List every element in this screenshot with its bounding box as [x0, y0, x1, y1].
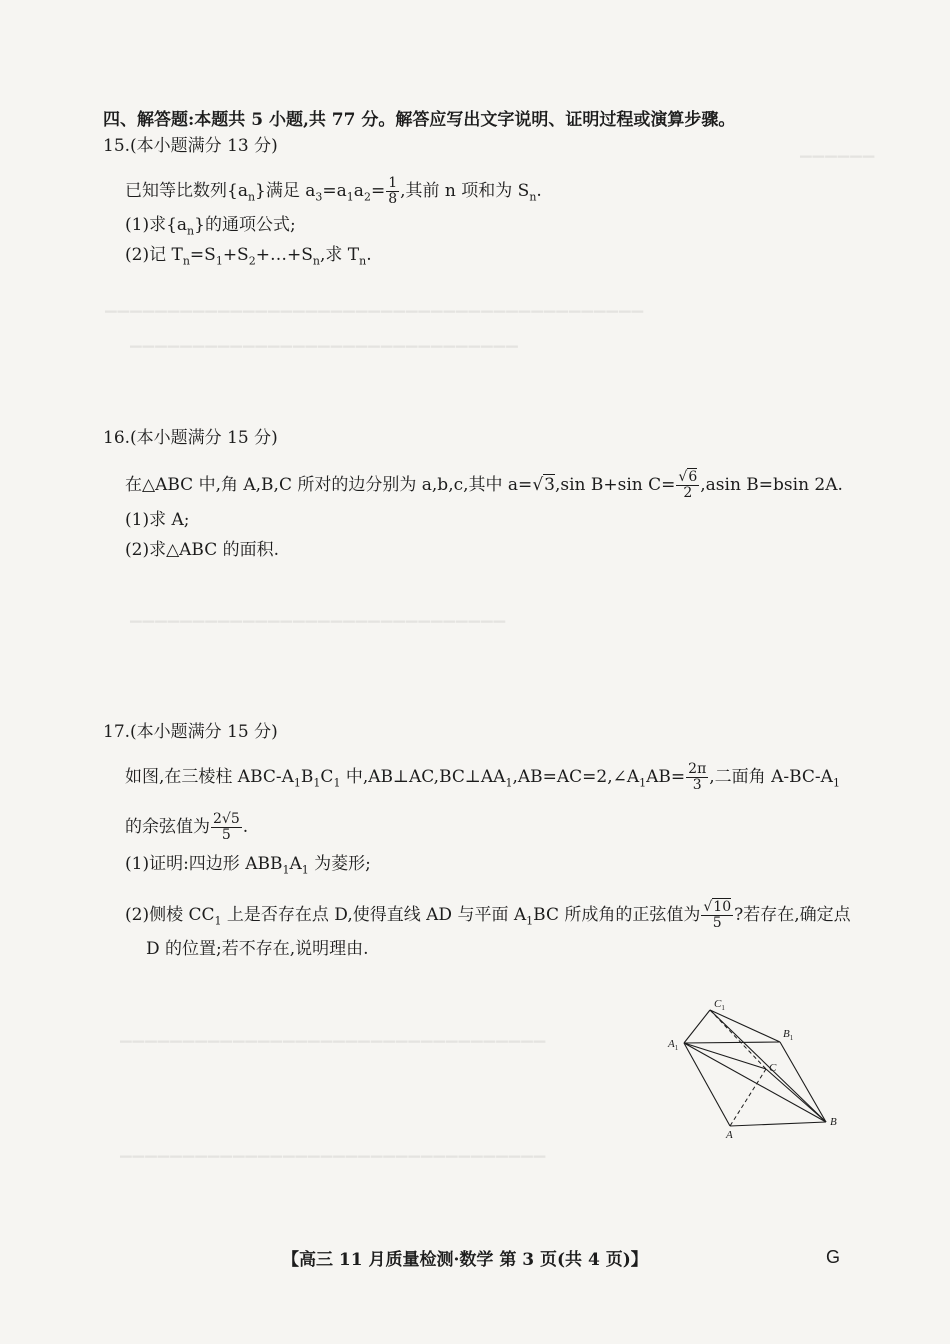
bleed-through-text: ▁▁▁▁▁▁▁▁▁▁▁▁▁▁▁▁▁▁▁▁▁▁▁▁▁▁▁▁▁▁▁▁▁▁▁▁▁▁▁▁▁▁▁ [105, 295, 645, 313]
bleed-through-text: ▁▁▁▁▁▁▁▁▁▁▁▁▁▁▁▁▁▁▁▁▁▁▁▁▁▁▁▁▁▁▁▁▁▁ [120, 1140, 547, 1158]
q15-part2: (2)记 $T_n=S_1+S_2+\dots+S_n$,求 $T_n$. [125, 245, 372, 268]
bleed-through-text: ▁▁▁▁▁▁▁▁▁▁▁▁▁▁▁▁▁▁▁▁▁▁▁▁▁▁▁▁▁▁ [130, 605, 507, 623]
q15-stem: 已知等比数列$\{a_n\}$满足 $a_3=a_1a_2=$ $\frac{1}{8}$ ,其前 n 项和为 $S_n$. [125, 175, 542, 207]
q15-heading: 15.(本小题满分 13 分) [103, 136, 278, 156]
label-a: A [726, 1129, 733, 1140]
fraction: $\frac{√10}{5}$ [703, 899, 732, 931]
edge-c1-a1 [684, 1010, 710, 1043]
bleed-through-text: ▁▁▁▁▁▁ [800, 140, 876, 158]
bleed-through-text: ▁▁▁▁▁▁▁▁▁▁▁▁▁▁▁▁▁▁▁▁▁▁▁▁▁▁▁▁▁▁▁▁▁▁ [120, 1025, 547, 1043]
bleed-through-text: ▁▁▁▁▁▁▁▁▁▁▁▁▁▁▁▁▁▁▁▁▁▁▁▁▁▁▁▁▁▁▁ [130, 330, 519, 348]
q16-part2: (2)求△ABC 的面积. [125, 540, 280, 560]
q17-part1: (1)证明:四边形 $ABB_1A_1$ 为菱形; [125, 854, 371, 877]
fraction: $\frac{√6}{2}$ [678, 469, 698, 501]
edge-b1-b [780, 1042, 826, 1122]
q16-stem: 在△ABC 中,角 A,B,C 所对的边分别为 a,b,c,其中 a=√3,sin B+sin C= $\frac{√6}{2}$ ,asin B=bsin 2A. [125, 469, 843, 501]
edge-c1-b [710, 1010, 826, 1122]
prism-figure [660, 995, 850, 1140]
q17-heading: 17.(本小题满分 15 分) [103, 722, 278, 742]
edge-c-b [766, 1069, 826, 1122]
q17-part2-line2: D 的位置;若不存在,说明理由. [146, 939, 369, 959]
page-footer: 【高三 11 月质量检测·数学 第 3 页(共 4 页)】 [282, 1250, 648, 1270]
label-c: C [769, 1062, 777, 1074]
q17-part2-line1: (2)侧棱 $CC_1$ 上是否存在点 D,使得直线 AD 与平面 $A_1BC$ 所成角的正弦值为 $\frac{√10}{5}$ ?若存在,确定点 [125, 899, 851, 931]
section-title: 四、解答题:本题共 5 小题,共 77 分。解答应写出文字说明、证明过程或演算步骤。 [103, 110, 736, 130]
q17-stem-line1: 如图,在三棱柱 ABC-$A_1B_1C_1$ 中$,AB\perp AC,BC\perp AA_1,AB=AC=2,\angle A_1AB=$ $\frac{2\pi}{3}$ ,二面角 $A-BC-A_1$ [125, 761, 840, 793]
edge-c1-b1 [710, 1010, 780, 1042]
fraction: $\frac{2\pi}{3}$ [688, 761, 707, 793]
q15-part1: (1)求$\{a_n\}$的通项公式; [125, 215, 296, 238]
version-mark: G [826, 1247, 841, 1267]
label-b: B [830, 1116, 837, 1128]
fraction: $\frac{2√5}{5}$ [213, 811, 240, 843]
edge-a-b [730, 1122, 826, 1126]
q17-stem-line2: 的余弦值为 $\frac{2√5}{5}$ . [125, 811, 249, 843]
label-a1: $A_1$ [668, 1038, 679, 1052]
fraction: $\frac{1}{8}$ [388, 175, 398, 207]
label-b1: $B_1$ [783, 1028, 794, 1042]
q16-part1: (1)求 A; [125, 510, 190, 530]
q16-heading: 16.(本小题满分 15 分) [103, 428, 278, 448]
edge-c-a-hidden [730, 1069, 766, 1126]
edge-a1-b1 [684, 1042, 780, 1043]
label-c1: $C_1$ [714, 998, 725, 1012]
